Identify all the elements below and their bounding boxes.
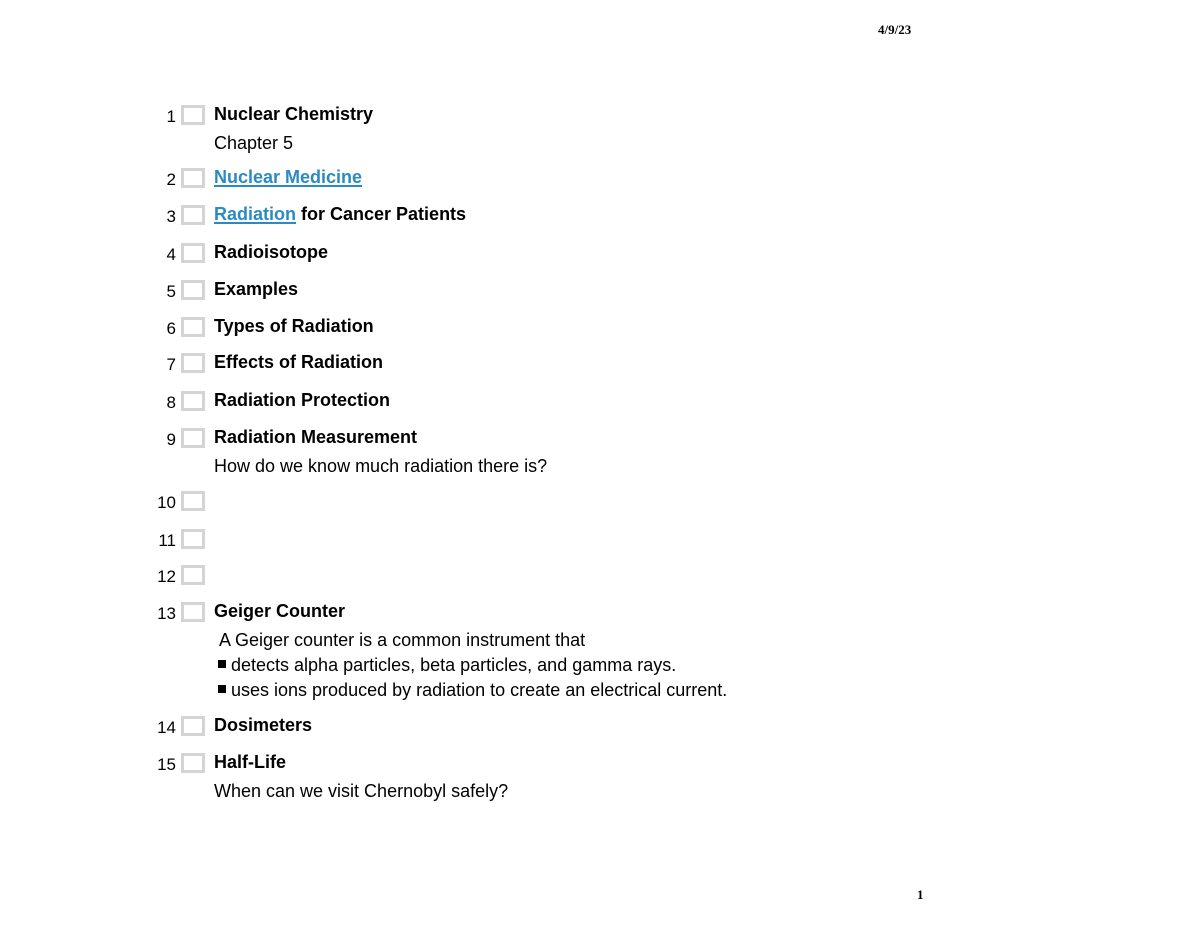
slide-title: Radiation Protection (214, 390, 391, 410)
slide-number: 9 (166, 430, 176, 449)
slide-title: Geiger Counter (214, 601, 346, 621)
slide-title-link[interactable]: Radiation (214, 204, 297, 224)
slide-bullet: uses ions produced by radiation to create an electrical current. (218, 678, 727, 702)
slide-thumbnail[interactable] (181, 168, 205, 188)
slide-number: 2 (166, 170, 176, 189)
slide-number: 8 (166, 393, 176, 412)
slide-thumbnail[interactable] (181, 391, 205, 411)
slide-title: Effects of Radiation (214, 352, 384, 372)
slide-thumbnail[interactable] (181, 529, 205, 549)
slide-number: 10 (157, 493, 176, 512)
slide-thumbnail[interactable] (181, 317, 205, 337)
bullet-square-icon (218, 660, 226, 668)
slide-title-rest: for Cancer Patients (296, 204, 467, 224)
slide-thumbnail[interactable] (181, 565, 205, 585)
slide-title: Examples (214, 279, 299, 299)
slide-thumbnail[interactable] (181, 491, 205, 511)
slide-title: Types of Radiation (214, 316, 374, 336)
slide-title: Radiation Measurement (214, 427, 418, 447)
slide-thumbnail[interactable] (181, 105, 205, 125)
slide-number: 1 (166, 107, 176, 126)
slide-bullet: detects alpha particles, beta particles, and gamma rays. (218, 653, 676, 677)
slide-title: Radioisotope (214, 242, 329, 262)
slide-number: 4 (166, 245, 176, 264)
slide-number: 12 (157, 567, 176, 586)
slide-body-intro: A Geiger counter is a common instrument that (219, 630, 586, 650)
slide-subtitle: How do we know much radiation there is? (214, 456, 548, 476)
slide-number: 5 (166, 282, 176, 301)
slide-title: Half-Life (214, 752, 286, 772)
slide-title (214, 202, 466, 226)
slide-subtitle: Chapter 5 (214, 133, 294, 153)
slide-number: 3 (166, 207, 176, 226)
slide-thumbnail[interactable] (181, 716, 205, 736)
slide-number: 15 (157, 755, 176, 774)
slide-thumbnail[interactable] (181, 280, 205, 300)
slide-number: 14 (157, 718, 176, 737)
slide-number: 6 (166, 319, 176, 338)
slide-title: Dosimeters (214, 715, 313, 735)
slide-thumbnail[interactable] (181, 602, 205, 622)
slide-number: 7 (166, 355, 176, 374)
slide-thumbnail[interactable] (181, 243, 205, 263)
slide-thumbnail[interactable] (181, 753, 205, 773)
slide-title: Nuclear Chemistry (214, 104, 374, 124)
slide-subtitle: When can we visit Chernobyl safely? (214, 781, 509, 801)
slide-thumbnail[interactable] (181, 428, 205, 448)
slide-title (214, 165, 362, 189)
slide-number: 11 (158, 531, 176, 550)
bullet-square-icon (218, 685, 226, 693)
page-number: 1 (917, 887, 924, 902)
slide-thumbnail[interactable] (181, 205, 205, 225)
slide-thumbnail[interactable] (181, 353, 205, 373)
slide-number: 13 (157, 604, 176, 623)
print-date: 4/9/23 (878, 22, 912, 37)
slide-title-link[interactable]: Nuclear Medicine (214, 167, 363, 187)
